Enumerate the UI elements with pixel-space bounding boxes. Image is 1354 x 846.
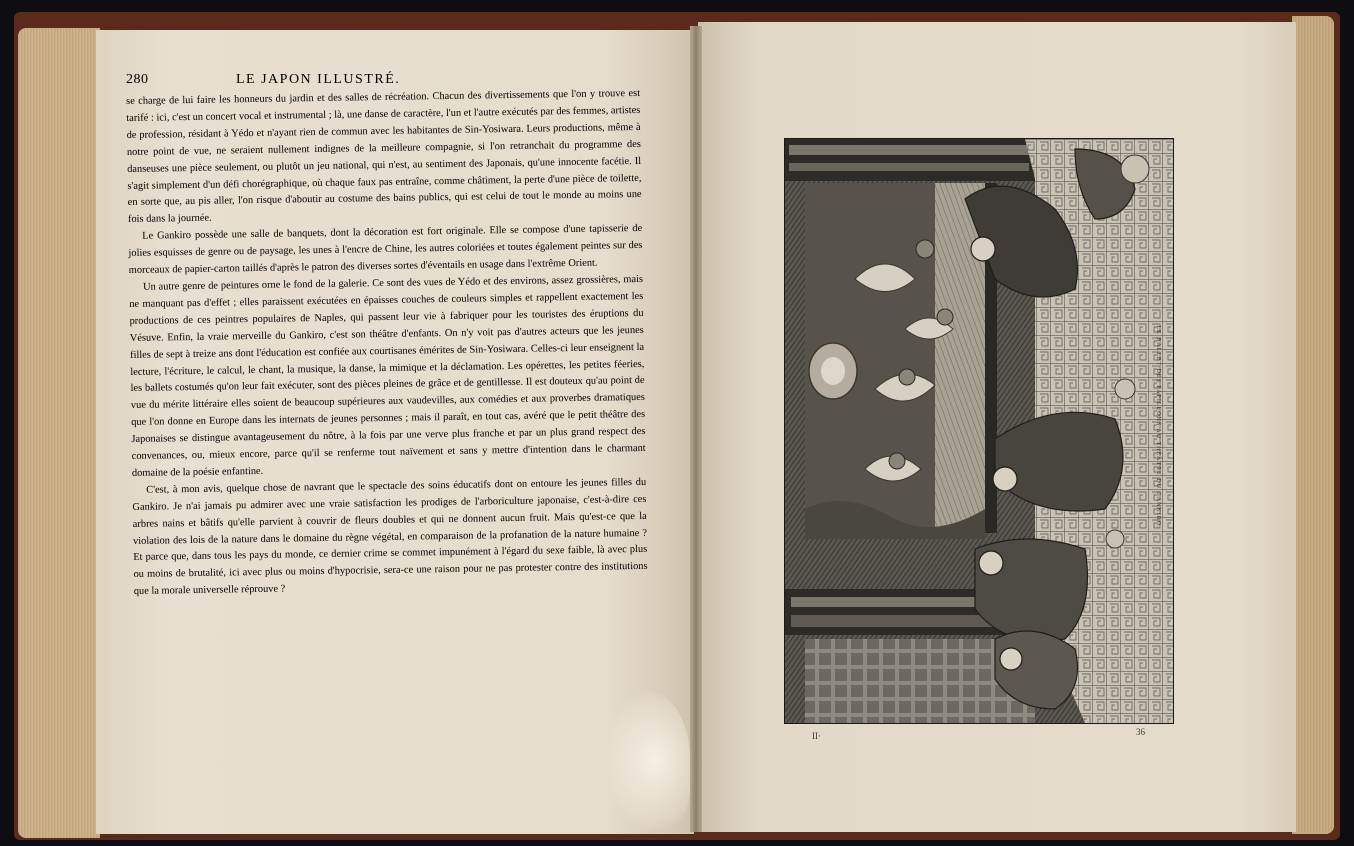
paragraph-4: C'est, à mon avis, quelque chose de navrant que le spectacle des soins éducatifs dont on entoure les jeunes filles du Gankiro. Je n'ai jamais pu admirer avec une vraie satisfaction les prodiges de l'arboriculture japonaise, c'est-à-dire ces arbres nains et bâtifs qu'elle parvient à couvrir de fleurs doubles et qui ne donnent aucun fruit. Mais qu'est-ce que la violation des lois de la nature dans le domaine du règne végétal, en comparaison de la profanation de la nature humaine ? Et parce que, dans tous les pays du monde, ce dernier crime se commet impunément à l'égard du sexe faible, là avec plus ou moins de brutalité, ici avec plus ou moins d'hypocrisie, sera-ce une raison pour ne pas protester contre des institutions que la morale universelle réprouve ?	[132, 476, 648, 598]
gathering-number: 36	[1136, 727, 1145, 737]
page-number: 280	[126, 72, 149, 87]
paragraph-2: Le Gankiro possède une salle de banquets, dont la décoration est fort originale. Elle se compose d'une tapisserie de jolies esquisses de genre ou de paysage, les unes à l'encre de Chine, les autres coloriées et toutes également peintes sur des morceaux de papier-carton taillés d'après le patron des diverses sortes d'éventails en usage dans l'extrême Orient.	[128, 223, 643, 277]
signature-mark: II·	[812, 731, 821, 741]
paper-stain	[604, 690, 690, 830]
header-title: LE JAPON ILLUSTRÉ.	[236, 72, 401, 87]
left-page-edges	[18, 28, 100, 838]
right-page-edges	[1292, 16, 1334, 834]
plate-caption: LE BALLET DES PAPILLONS AU THÉÂTRE DU GANKIRO.	[1155, 325, 1161, 529]
paragraph-1: se charge de lui faire les honneurs du jardin et des salles de récréation. Chacun des divertissements que l'on y trouve est tarifé : ici, c'est un concert vocal et instrumental ; là, une danse de caractère, l'un et l'autre exécutés par des femmes, artistes de profession, résidant à Yédo et n'ayant rien de commun avec les habitantes de Sin-Yosiwara. Leurs productions, même à notre point de vue, ne seraient nullement indignes de la meilleure compagnie, si l'on retranchait du programme des danseuses une pièce seulement, ou plutôt un jeu national, qui n'est, au sentiment des Japonais, qu'une innocente facétie. Il s'agit simplement d'un défi chorégraphique, où chaque faux pas entraîne, comme châtiment, la perte d'une pièce de toilette, en sorte que, au pis aller, l'on risque d'aboutir au costume des bains publics, qui est celui de tout le monde au moins une fois dans la journée.	[126, 87, 642, 226]
paragraph-3: Un autre genre de peintures orne le fond de la galerie. Ce sont des vues de Yédo et des environs, assez grossières, mais ne manquant pas d'effet ; elles paraissent exécutées en épaisses couches de couleurs simples et rappellent exactement les productions de ces peintres populaires de Naples, qui passent leur vie à fabriquer pour les touristes des éruptions du Vésuve. Enfin, la vraie merveille du Gankiro, c'est son théâtre d'enfants. On n'y voit pas d'autres acteurs que les jeunes filles de sept à treize ans dont l'éducation est confiée aux courtisanes émérites de Sin-Yosiwara. Celles-ci leur enseignent la lecture, l'écriture, le calcul, le chant, la musique, la danse, la mimique et la déclamation. Les opérettes, les petites féeries, les ballets costumés qu'on leur fait exécuter, sont des pièces pleines de grâce et de gentillesse. Il est douteux qu'au point de vue du mérite littéraire elles soient de beaucoup supérieures aux vaudevilles, aux comédies et aux proverbes dramatiques que l'on donne en Europe dans les internats de jeunes personnes ; mais il paraît, en tout cas, avéré que le petit théâtre des Japonaises se distingue avantageusement du nôtre, à la fois par une verve plus franche et par un plus grand respect des convenances, ou, mieux encore, parce qu'il se renferme tout naïvement et sans y mettre d'intention dans le charmant domaine de la poésie enfantine.	[129, 273, 646, 479]
engraving-illustration	[785, 139, 1173, 723]
body-text	[126, 86, 648, 601]
engraving-plate	[784, 138, 1174, 724]
book-gutter	[690, 26, 702, 832]
